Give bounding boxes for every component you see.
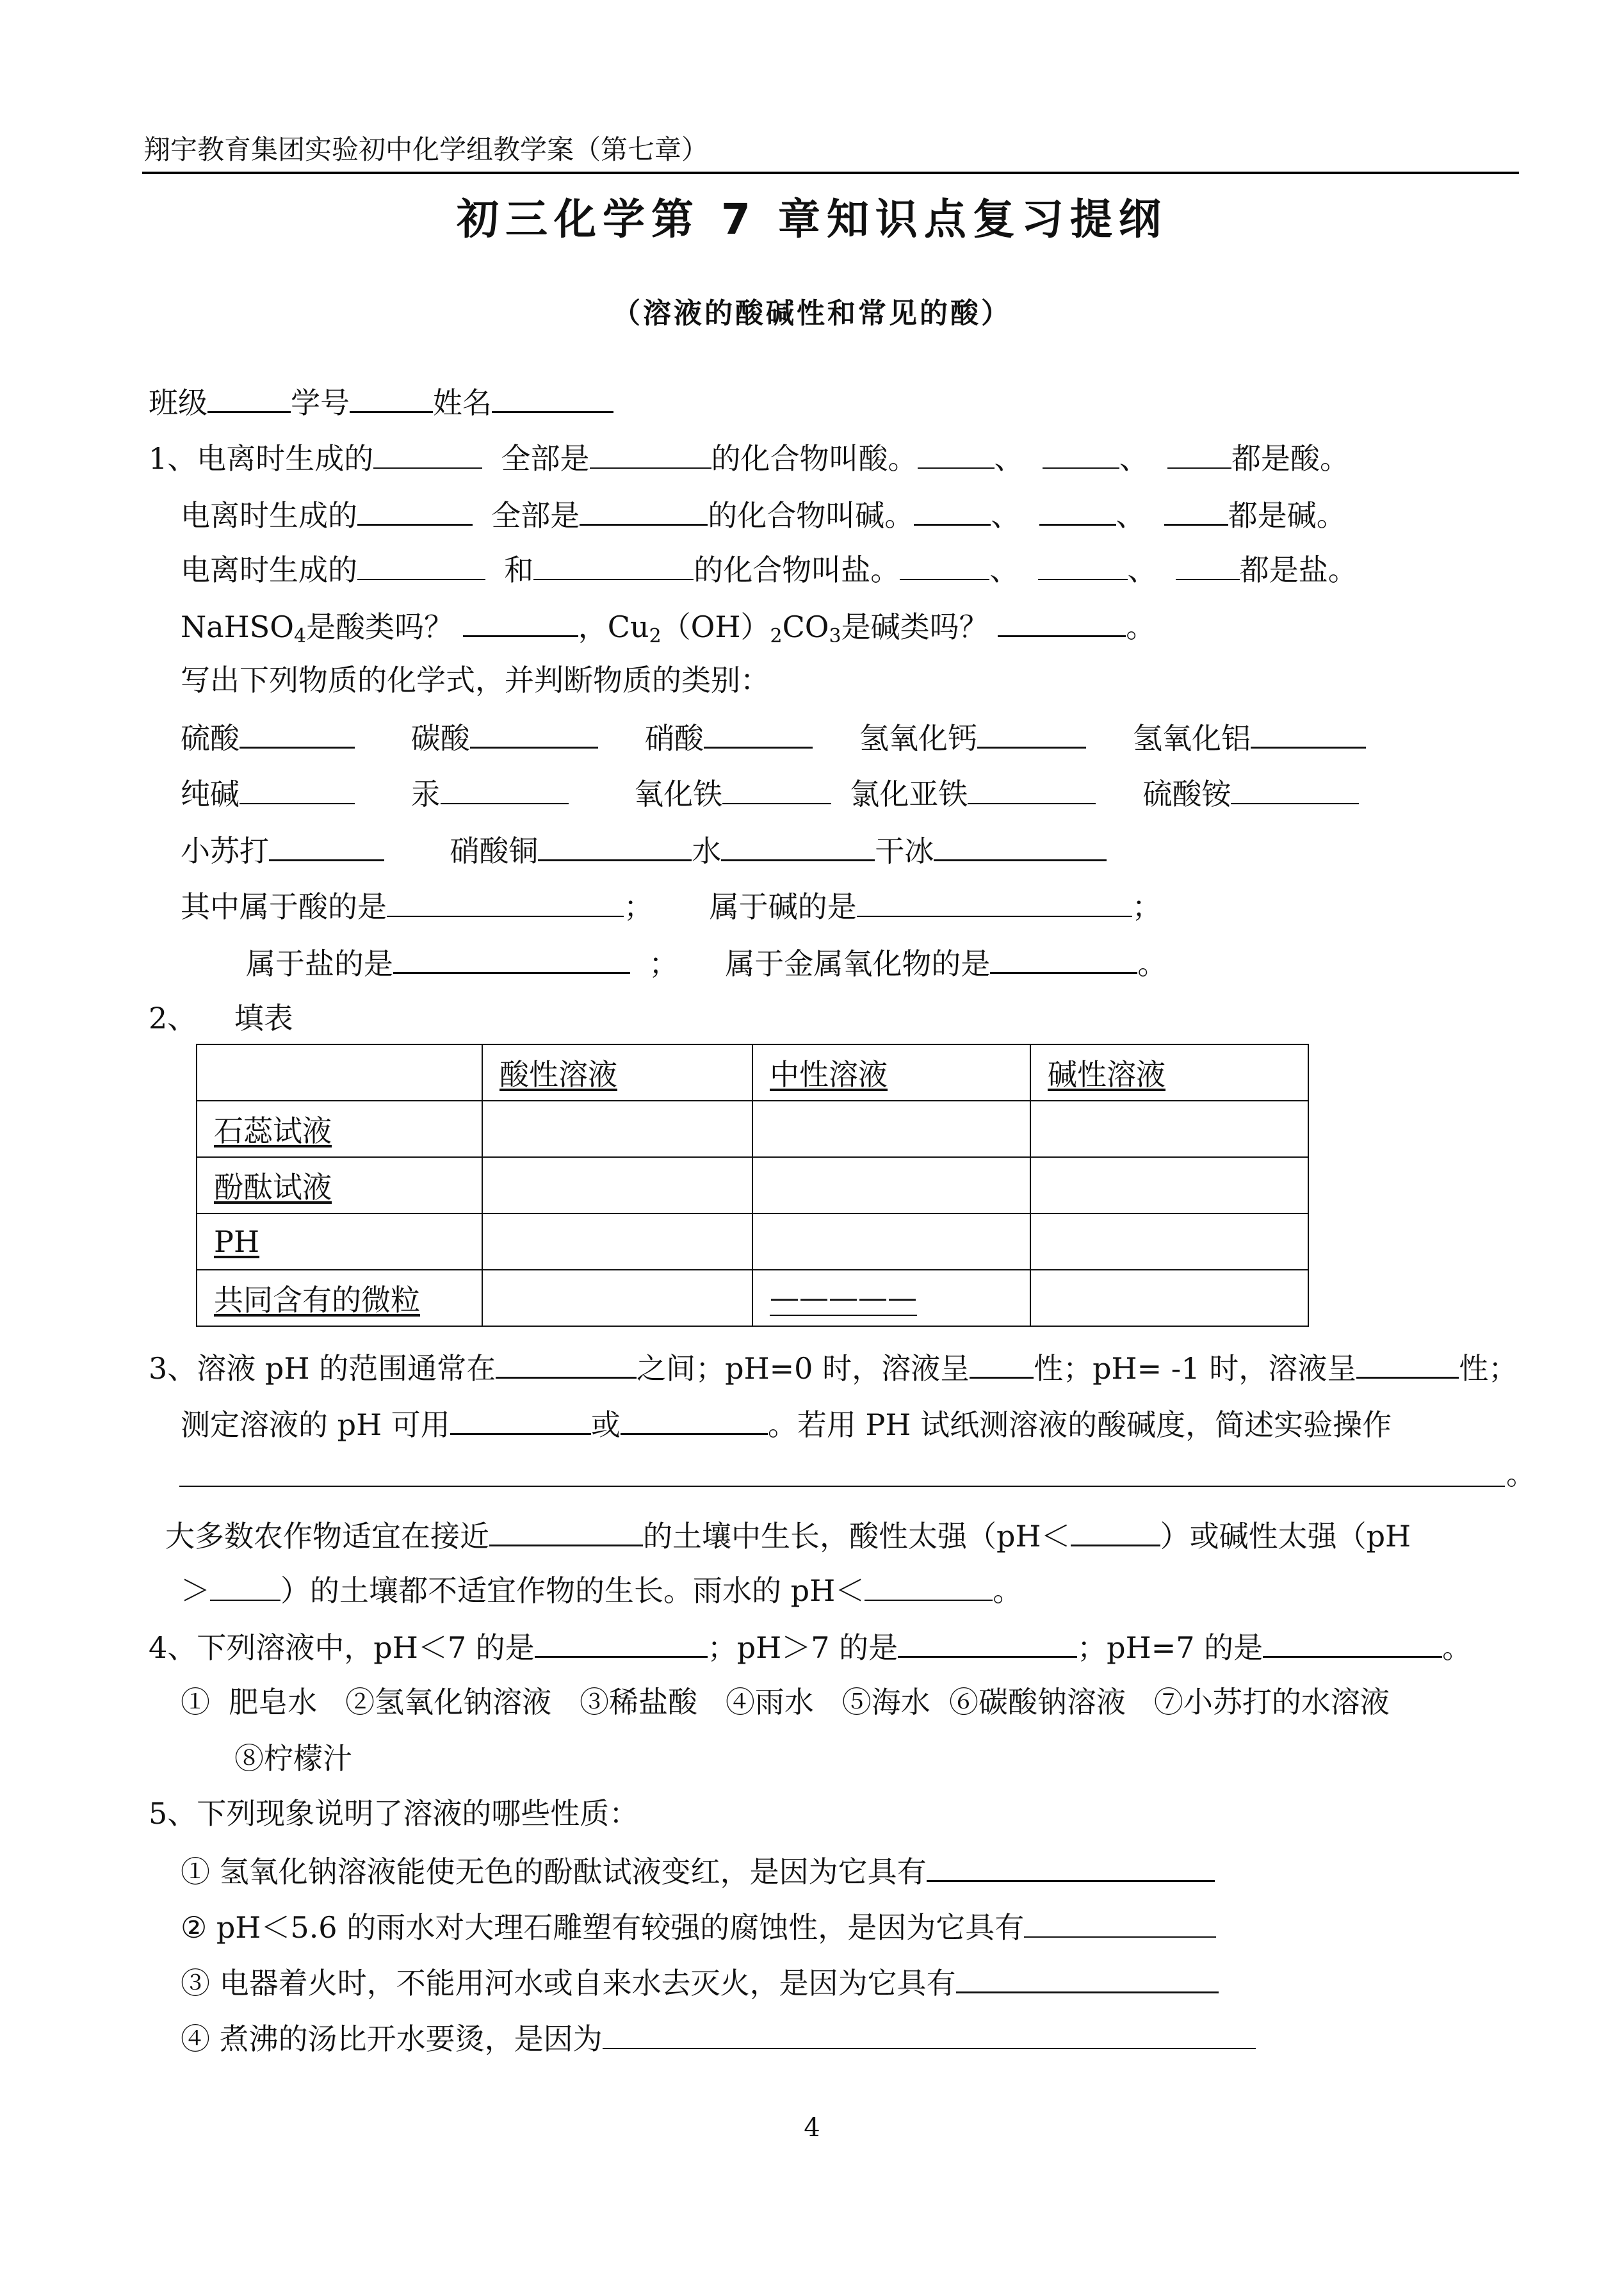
substance-label: 氯化亚铁 xyxy=(850,777,968,811)
q3-text: 3、溶液 pH 的范围通常在 xyxy=(149,1351,496,1386)
q4-text: ；pH＞7 的是 xyxy=(707,1630,898,1665)
q4-text: 4、下列溶液中，pH＜7 的是 xyxy=(149,1630,535,1665)
substance-label: 硫酸铵 xyxy=(1142,777,1231,811)
q4-options: ① 肥皂水 ②氢氧化钠溶液 ③稀盐酸 ④雨水 ⑤海水 ⑥碳酸钠溶液 ⑦小苏打的水溶液 xyxy=(181,1685,1390,1719)
document-title: 初三化学第 7 章知识点复习提纲 xyxy=(457,195,1167,244)
answer-blank[interactable] xyxy=(998,606,1126,637)
answer-blank[interactable] xyxy=(489,1515,643,1546)
subscript: 2 xyxy=(770,625,783,647)
q1-line5: 写出下列物质的化学式，并判断物质的类别： xyxy=(181,663,770,697)
q1-text: 都是酸。 xyxy=(1231,441,1350,476)
answer-blank[interactable] xyxy=(387,886,624,917)
answer-blank[interactable] xyxy=(210,1570,280,1601)
answer-blank[interactable] xyxy=(977,717,1086,749)
answer-blank[interactable] xyxy=(990,943,1137,974)
q3-text: 的土壤中生长，酸性太强（pH＜ xyxy=(643,1519,1071,1553)
answer-blank[interactable] xyxy=(1176,549,1240,580)
substance-row-3 xyxy=(181,830,1107,870)
indicator-table xyxy=(196,1044,1309,1327)
answer-blank[interactable] xyxy=(1263,1626,1442,1658)
answer-blank[interactable] xyxy=(496,1347,637,1379)
q1-text: 、 xyxy=(994,441,1024,476)
q1-line1 xyxy=(149,438,1349,478)
q3-line4 xyxy=(165,1515,1411,1555)
answer-blank[interactable] xyxy=(721,830,875,861)
q1-text: 、 xyxy=(989,553,1019,587)
q1-line4 xyxy=(181,606,1155,656)
q1-text: 电离时生成的 xyxy=(181,553,357,587)
q1-line2 xyxy=(181,494,1346,535)
q4-options-2: ⑧柠檬汁 xyxy=(234,1741,352,1776)
answer-blank[interactable] xyxy=(914,494,991,526)
q5-text: ② pH＜5.6 的雨水对大理石雕塑有较强的腐蚀性，是因为它具有 xyxy=(181,1910,1025,1945)
answer-blank[interactable] xyxy=(1024,1907,1216,1938)
q1-text: ； xyxy=(649,946,679,981)
row-label: 石蕊试液 xyxy=(197,1101,482,1157)
formula-text: CO xyxy=(782,610,829,644)
answer-blank[interactable] xyxy=(1038,549,1128,580)
q1-text: 、 xyxy=(1116,498,1146,533)
q1-line9 xyxy=(181,886,1162,926)
answer-blank[interactable] xyxy=(603,2018,1256,2049)
table-header-cell xyxy=(197,1044,482,1101)
document-subtitle: （溶液的酸碱性和常见的酸） xyxy=(612,297,1012,330)
answer-blank[interactable] xyxy=(373,438,482,469)
q3-line3-end: 。 xyxy=(1506,1457,1536,1491)
formula-text: ，Cu xyxy=(578,610,649,644)
answer-blank[interactable] xyxy=(533,549,694,580)
substance-label: 汞 xyxy=(410,777,441,811)
table-cell[interactable] xyxy=(752,1213,1030,1270)
table-cell[interactable] xyxy=(752,1101,1030,1157)
table-cell[interactable] xyxy=(752,1157,1030,1213)
q1-text: 其中属于酸的是 xyxy=(181,889,387,924)
answer-blank[interactable] xyxy=(621,1404,768,1435)
q1-text: 电离时生成的 xyxy=(181,498,357,533)
table-header-cell: 中性溶液 xyxy=(752,1044,1030,1101)
answer-blank[interactable] xyxy=(722,774,831,804)
q3-text: 之间；pH=0 时，溶液呈 xyxy=(637,1351,970,1386)
row-label: 酚酞试液 xyxy=(197,1157,482,1213)
answer-blank[interactable] xyxy=(956,1962,1219,1993)
answer-blank[interactable] xyxy=(970,1347,1034,1379)
answer-blank[interactable] xyxy=(240,774,355,804)
answer-blank[interactable] xyxy=(865,1570,993,1601)
dash-text: ————— xyxy=(770,1280,917,1315)
answer-blank[interactable] xyxy=(1231,774,1359,804)
q1-text: 全部是 xyxy=(491,498,580,533)
answer-blank[interactable] xyxy=(441,774,569,804)
q5-item-1 xyxy=(181,1851,1215,1891)
table-cell[interactable] xyxy=(482,1270,752,1326)
q5-item-2 xyxy=(181,1907,1216,1947)
q1-text: 。 xyxy=(1126,610,1156,644)
id-label: 学号 xyxy=(291,385,350,420)
answer-blank[interactable] xyxy=(704,717,813,749)
q1-text: 是酸类吗？ xyxy=(306,610,454,644)
answer-blank[interactable] xyxy=(357,494,473,526)
table-cell[interactable] xyxy=(1030,1213,1308,1270)
q1-text: 全部是 xyxy=(501,441,590,476)
answer-blank[interactable] xyxy=(927,1851,1215,1882)
row-label: PH xyxy=(197,1213,482,1270)
table-cell[interactable] xyxy=(482,1101,752,1157)
answer-blank[interactable] xyxy=(580,494,708,526)
table-cell[interactable] xyxy=(1030,1101,1308,1157)
q1-text: 属于盐的是 xyxy=(246,946,393,981)
q5-item-4 xyxy=(181,2018,1256,2058)
q3-text: 测定溶液的 pH 可用 xyxy=(181,1407,450,1442)
answer-blank[interactable] xyxy=(1356,1347,1459,1379)
q5-text: ③ 电器着火时，不能用河水或自来水去灭火，是因为它具有 xyxy=(181,1966,956,2000)
q5-text: ④ 煮沸的汤比开水要烫，是因为 xyxy=(181,2022,603,2056)
student-info-line xyxy=(149,382,613,422)
table-cell[interactable] xyxy=(1030,1270,1308,1326)
table-cell[interactable] xyxy=(482,1213,752,1270)
q3-line5 xyxy=(181,1570,1022,1610)
q1-text: 、 xyxy=(1127,553,1157,587)
answer-blank[interactable] xyxy=(470,717,598,749)
q1-text: 的化合物叫碱。 xyxy=(708,498,914,533)
q1-text: 。 xyxy=(1137,946,1167,981)
substance-label: 水 xyxy=(692,834,722,868)
q2-heading xyxy=(149,999,293,1037)
substance-label: 氢氧化铝 xyxy=(1133,721,1251,756)
substance-label: 碳酸 xyxy=(410,721,470,756)
table-row xyxy=(197,1213,1308,1270)
name-blank[interactable] xyxy=(492,382,613,413)
subscript: 4 xyxy=(294,625,307,647)
formula-text: NaHSO xyxy=(181,610,295,644)
header-rule xyxy=(142,172,1519,174)
table-header-row xyxy=(197,1044,1308,1101)
q1-text: 和 xyxy=(504,553,534,587)
q1-text: 的化合物叫盐。 xyxy=(694,553,900,587)
q1-line3 xyxy=(181,549,1358,589)
q3-text: ）或碱性太强（pH xyxy=(1160,1519,1411,1553)
substance-label: 硝酸 xyxy=(644,721,704,756)
answer-blank[interactable] xyxy=(918,438,995,469)
answer-blank[interactable] xyxy=(450,1404,591,1435)
answer-blank[interactable] xyxy=(1039,494,1116,526)
answer-blank[interactable] xyxy=(1043,438,1119,469)
q1-text: 属于碱的是 xyxy=(709,889,857,924)
answer-blank[interactable] xyxy=(269,830,384,861)
q1-line10 xyxy=(246,943,1167,983)
q3-line1 xyxy=(149,1347,1518,1388)
answer-blank[interactable] xyxy=(538,830,692,861)
table-header-cell: 碱性溶液 xyxy=(1030,1044,1308,1101)
q1-text: 的化合物叫酸。 xyxy=(711,441,918,476)
table-row xyxy=(197,1101,1308,1157)
answer-blank[interactable] xyxy=(1251,717,1366,749)
q1-text: 、 xyxy=(991,498,1021,533)
answer-blank[interactable] xyxy=(357,549,485,580)
answer-blank[interactable] xyxy=(900,549,989,580)
q3-text: 。 xyxy=(993,1573,1023,1608)
row-label: 共同含有的微粒 xyxy=(197,1270,482,1326)
q3-line2 xyxy=(181,1404,1392,1444)
substance-label: 氢氧化钙 xyxy=(859,721,977,756)
class-label: 班级 xyxy=(149,385,207,420)
q1-text: 1、电离时生成的 xyxy=(149,441,374,476)
substance-label: 小苏打 xyxy=(181,834,269,868)
q3-text: 性；pH= -1 时，溶液呈 xyxy=(1034,1351,1357,1386)
answer-blank[interactable] xyxy=(934,830,1107,861)
answer-blank[interactable] xyxy=(393,943,630,974)
q3-text: 或 xyxy=(590,1407,621,1442)
substance-row-2 xyxy=(181,774,1359,813)
answer-blank[interactable] xyxy=(535,1626,708,1658)
q1-text: 是碱类吗？ xyxy=(841,610,989,644)
answer-rule[interactable] xyxy=(179,1486,1505,1487)
page-number: 4 xyxy=(804,2113,820,2143)
q1-text: ； xyxy=(1132,889,1162,924)
class-blank[interactable] xyxy=(207,382,291,413)
id-blank[interactable] xyxy=(350,382,433,413)
q5-text: ① 氢氧化钠溶液能使无色的酚酞试液变红，是因为它具有 xyxy=(181,1854,927,1889)
name-label: 姓名 xyxy=(433,385,492,420)
q4-line1 xyxy=(149,1626,1472,1667)
subscript: 2 xyxy=(649,625,662,647)
answer-blank[interactable] xyxy=(240,717,355,749)
answer-blank[interactable] xyxy=(898,1626,1077,1658)
q1-text: 都是碱。 xyxy=(1228,498,1346,533)
formula-text: （OH） xyxy=(661,610,770,644)
table-header-cell: 酸性溶液 xyxy=(482,1044,752,1101)
substance-row-1 xyxy=(181,717,1366,758)
answer-blank[interactable] xyxy=(1164,494,1228,526)
answer-blank[interactable] xyxy=(1071,1515,1160,1546)
substance-label: 纯碱 xyxy=(181,777,240,811)
q1-text: ； xyxy=(624,889,653,924)
q3-text: 大多数农作物适宜在接近 xyxy=(165,1519,489,1553)
q3-text: 性； xyxy=(1459,1351,1518,1386)
subscript: 3 xyxy=(829,625,841,647)
answer-blank[interactable] xyxy=(857,886,1132,917)
q4-text: 。 xyxy=(1442,1630,1472,1665)
table-cell xyxy=(752,1270,1030,1326)
table-row xyxy=(197,1270,1308,1326)
answer-blank[interactable] xyxy=(590,438,711,469)
q2-label: 2、 xyxy=(149,1001,197,1035)
table-row xyxy=(197,1157,1308,1213)
answer-blank[interactable] xyxy=(968,774,1096,804)
q3-text: 。若用 PH 试纸测溶液的酸碱度，简述实验操作 xyxy=(767,1407,1392,1442)
substance-label: 硝酸铜 xyxy=(450,834,539,868)
q1-text: 属于金属氧化物的是 xyxy=(725,946,991,981)
q2-title: 填表 xyxy=(234,1001,293,1035)
q5-item-3 xyxy=(181,1962,1219,2002)
substance-label: 干冰 xyxy=(875,834,934,868)
q1-text: 都是盐。 xyxy=(1239,553,1358,587)
substance-label: 硫酸 xyxy=(181,721,240,756)
substance-label: 氧化铁 xyxy=(634,777,723,811)
answer-blank[interactable] xyxy=(463,606,578,637)
q3-text: ）的土壤都不适宜作物的生长。雨水的 pH＜ xyxy=(280,1573,865,1608)
q3-text: ＞ xyxy=(181,1573,210,1608)
table-cell[interactable] xyxy=(482,1157,752,1213)
q5-intro: 5、下列现象说明了溶液的哪些性质： xyxy=(149,1796,639,1831)
table-cell[interactable] xyxy=(1030,1157,1308,1213)
q1-text: 、 xyxy=(1119,441,1149,476)
page-header: 翔宇教育集团实验初中化学组教学案（第七章） xyxy=(143,134,709,165)
q4-text: ；pH=7 的是 xyxy=(1077,1630,1263,1665)
answer-blank[interactable] xyxy=(1167,438,1231,469)
